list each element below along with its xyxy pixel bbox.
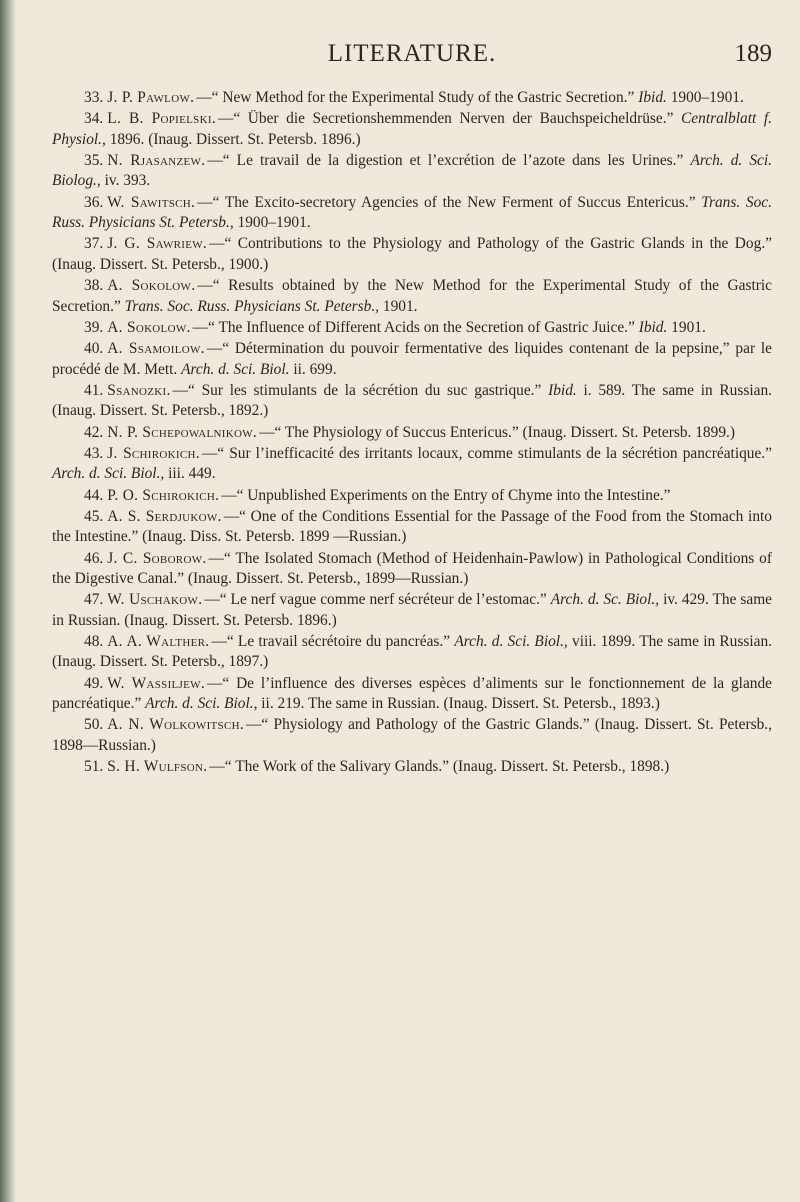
reference-text: —“ The Physiology of Succus Entericus.” (Inaug. Dissert. St. Petersb. 1899.) <box>259 423 735 441</box>
reference-text: —“ Unpublished Experiments on the Entry of Chyme into the Intestine.” <box>221 486 671 504</box>
reference-entry <box>52 339 772 380</box>
reference-author: N. Rjasanzew. <box>107 152 206 169</box>
reference-entry <box>52 88 772 108</box>
reference-text: iv. 393. <box>100 172 151 190</box>
reference-text: viii. 1899. The same in Russian. (Inaug. Dissert. St. Petersb., 1897.) <box>52 632 773 671</box>
reference-entry <box>52 757 772 777</box>
reference-author: J. G. Sawriew. <box>107 235 208 253</box>
reference-number: 44. <box>84 486 104 504</box>
reference-text: iii. 449. <box>164 465 216 483</box>
reference-text: —“ Le nerf vague comme nerf sécréteur de l’estomac.” <box>204 591 551 609</box>
reference-source: Arch. d. Sci. Biol., <box>52 465 165 483</box>
reference-author: S. H. Wulfson. <box>107 758 208 776</box>
running-head: LITERATURE. <box>327 40 497 67</box>
reference-source: Trans. Soc. Russ. Physicians St. Petersb., <box>124 297 380 315</box>
reference-source: Arch. d. Sci. Biol., <box>454 632 568 650</box>
book-page <box>52 40 772 778</box>
reference-text: —“ Le travail de la digestion et l’excrétion de l’azote dans les Urines.” <box>207 152 691 169</box>
reference-source: Trans. Soc. Russ. Physicians St. Petersb., <box>52 193 772 232</box>
reference-entry <box>52 715 772 756</box>
reference-entry <box>52 109 772 150</box>
reference-number: 38. <box>84 277 104 295</box>
reference-entry <box>52 674 772 715</box>
reference-number: 34. <box>84 110 104 128</box>
reference-author: A. A. Walther. <box>107 632 210 650</box>
reference-source: Ibid. <box>638 318 668 336</box>
reference-text: —“ Results obtained by the New Method for the Experimental Study of the Gastric Secretion.” <box>52 277 772 315</box>
reference-entry <box>52 423 772 443</box>
reference-number: 43. <box>84 444 104 462</box>
reference-author: W. Sawitsch. <box>107 193 196 211</box>
reference-number: 45. <box>84 507 104 525</box>
reference-entry <box>52 444 772 485</box>
reference-entry <box>52 151 772 192</box>
reference-source: Arch. d. Sc. Biol., <box>550 591 660 609</box>
reference-author: A. S. Serdjukow. <box>107 507 222 525</box>
reference-author: P. O. Schirokich. <box>107 486 220 504</box>
reference-entry <box>52 507 772 548</box>
reference-number: 40. <box>84 340 104 358</box>
reference-author: L. B. Popielski. <box>107 110 216 128</box>
reference-number: 48. <box>84 632 104 650</box>
reference-author: N. P. Schepowalnikow. <box>107 423 258 441</box>
reference-entry <box>52 193 772 234</box>
reference-text: —“ Sur les stimulants de la sécrétion du suc gastrique.” <box>172 381 549 399</box>
reference-text: iv. 429. The same in Russian. (Inaug. Dissert. St. Petersb. 1896.) <box>52 591 772 629</box>
reference-number: 42. <box>84 423 104 441</box>
reference-number: 36. <box>84 193 104 211</box>
reference-entry <box>52 276 772 317</box>
reference-number: 35. <box>84 152 104 169</box>
reference-source: Ibid. <box>548 381 577 399</box>
reference-entry <box>52 632 772 673</box>
reference-number: 47. <box>84 591 104 609</box>
reference-text: —“ Physiology and Pathology of the Gastric Glands.” (Inaug. Dissert. St. Petersb., 1898—Russian.) <box>52 716 772 754</box>
reference-text: —“ Contributions to the Physiology and Pathology of the Gastric Glands in the Dog.” (Inaug. Dissert. St. Petersb., 1900.) <box>52 235 772 273</box>
reference-author: A. Sokolow. <box>107 318 191 336</box>
reference-entry <box>52 549 772 590</box>
reference-entry <box>52 234 772 275</box>
reference-text: —“ De l’influence des diverses espèces d’aliments sur le fonctionnement de la glande pancréatique.” <box>52 674 773 713</box>
reference-number: 39. <box>84 318 104 336</box>
reference-text: ii. 219. The same in Russian. (Inaug. Dissert. St. Petersb., 1893.) <box>257 695 660 713</box>
reference-text: 1900–1901. <box>233 214 311 232</box>
reference-author: A. Ssamoilow. <box>107 340 205 358</box>
reference-text: 1900–1901. <box>666 89 744 106</box>
reference-text: —“ The Isolated Stomach (Method of Heidenhain-Pawlow) in Pathological Conditions of the Digestive Canal.” (Inaug. Dissert. St. Petersb., 1899—Russian.) <box>52 549 773 587</box>
reference-author: J. Schirokich. <box>107 444 200 462</box>
reference-list <box>52 88 772 777</box>
reference-source: Centralblatt f. Physiol., <box>52 110 773 148</box>
reference-author: A. Sokolow. <box>107 277 196 295</box>
reference-author: A. N. Wolkowitsch. <box>107 716 244 734</box>
reference-text: 1901. <box>379 297 418 315</box>
reference-text: —“ The Influence of Different Acids on the Secretion of Gastric Juice.” <box>192 318 639 336</box>
reference-text: ii. 699. <box>289 360 337 378</box>
reference-source: Arch. d. Sci. Biolog., <box>52 152 772 190</box>
reference-text: —“ Détermination du pouvoir fermentative des liquides contenant de la pepsine,” par le procédé de M. Mett. <box>52 340 772 378</box>
reference-text: —“ The Work of the Salivary Glands.” (Inaug. Dissert. St. Petersb., 1898.) <box>209 758 670 776</box>
reference-text: 1901. <box>667 318 706 336</box>
reference-number: 49. <box>84 674 104 692</box>
reference-text: —“ Über die Secretionshemmenden Nerven der Bauchspeicheldrüse.” <box>217 110 682 128</box>
page-number: 189 <box>734 40 772 67</box>
reference-entry <box>52 318 772 338</box>
reference-number: 33. <box>84 89 104 106</box>
page-gutter-shadow <box>0 0 16 1202</box>
reference-author: Ssanozki. <box>107 381 171 399</box>
reference-author: W. Wassiljew. <box>107 674 205 692</box>
reference-entry <box>52 590 772 631</box>
reference-text: —“ Sur l’inefficacité des irritants locaux, comme stimulants de la sécrétion pancréatique.” <box>201 444 772 462</box>
reference-author: J. P. Pawlow. <box>107 89 195 106</box>
reference-source: Arch. d. Sci. Biol., <box>145 695 258 713</box>
reference-text: —“ New Method for the Experimental Study of the Gastric Secretion.” <box>196 89 639 106</box>
page-header <box>52 40 772 88</box>
reference-text: 1896. (Inaug. Dissert. St. Petersb. 1896.) <box>105 130 361 148</box>
reference-text: i. 589. The same in Russian. (Inaug. Dissert. St. Petersb., 1892.) <box>52 381 772 420</box>
reference-number: 41. <box>84 381 104 399</box>
reference-number: 37. <box>84 235 104 253</box>
reference-number: 51. <box>84 758 104 776</box>
reference-author: J. C. Soborow. <box>107 549 207 567</box>
reference-source: Ibid. <box>638 89 667 106</box>
reference-number: 50. <box>84 716 104 734</box>
reference-text: —“ One of the Conditions Essential for the Passage of the Food from the Stomach into the Intestine.” (Inaug. Diss. St. Petersb. 1899 —Russian.) <box>52 507 772 546</box>
reference-text: —“ The Excito-secretory Agencies of the New Ferment of Succus Entericus.” <box>197 193 702 211</box>
reference-entry <box>52 486 772 506</box>
reference-source: Arch. d. Sci. Biol. <box>181 360 290 378</box>
reference-entry <box>52 381 772 422</box>
reference-author: W. Uschakow. <box>107 591 203 609</box>
reference-number: 46. <box>84 549 104 567</box>
reference-text: —“ Le travail sécrétoire du pancréas.” <box>211 632 455 650</box>
